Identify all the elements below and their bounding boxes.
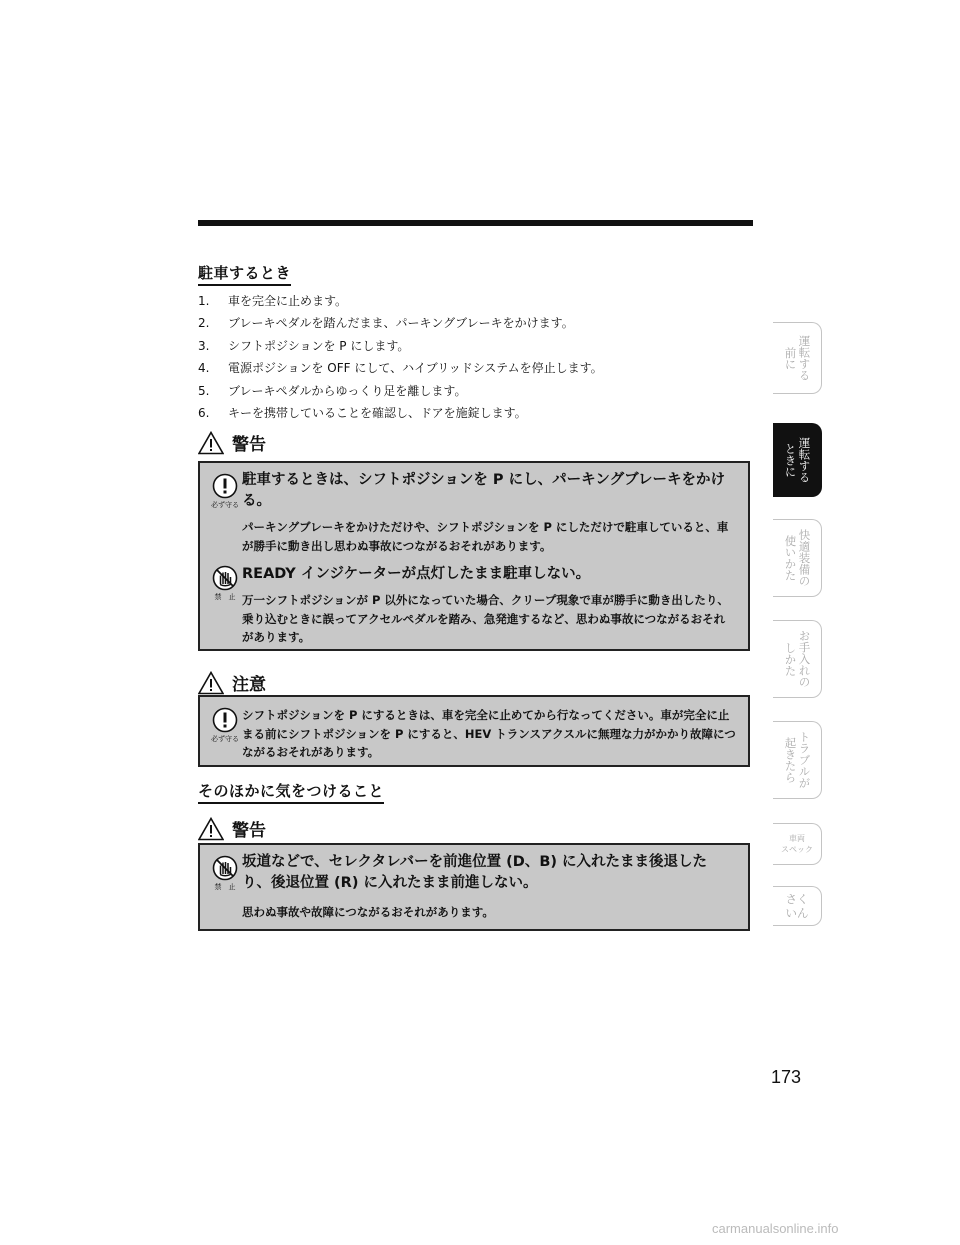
parking-steps-list	[198, 290, 758, 424]
section-title-other-notes: そのほかに気をつけること	[198, 780, 384, 804]
caution-triangle-icon	[198, 671, 224, 695]
side-tab-while-driving[interactable]: 運転する ときに	[773, 423, 822, 497]
prohibited-icon: 禁 止	[210, 855, 240, 892]
side-tab-before-driving[interactable]: 運転する 前に	[773, 322, 822, 394]
caution-box: 必ず守る シフトポジションを P にするときは、車を完全に止めてから行なってください。車が完全に止まる前にシフトポジションを P にすると、HEV トランスアクスルに無理な力がかかり故障につながるおそれがあります。	[198, 695, 750, 767]
warning-box: 必ず守る 駐車するときは、シフトポジションを P にし、パーキングブレーキをかける。 パーキングブレーキをかけただけや、シフトポジションを P にしただけで駐車していると、車が勝手に動き出し思わぬ事故につながるおそれがあります。 禁 止 READY インジケーターが点灯したまま駐車しない。 万一シフトポジションが P 以外になっていた場合、クリープ現象で車が勝手に動き出したり、乗り込むときに誤ってアクセルペダルを踏み、急発進するなど、思わぬ事故につながるおそれがあります。	[198, 461, 750, 651]
side-tab-vehicle-specs[interactable]: 車両 スペック	[773, 823, 822, 865]
list-item: 1. 車を完全に止めます。	[198, 294, 348, 308]
side-tab-maintenance[interactable]: お手入れの しかた	[773, 620, 822, 698]
prohibited-icon: 禁 止	[210, 565, 240, 602]
list-item: 5. ブレーキペダルからゆっくり足を離します。	[198, 383, 467, 398]
list-item: 3. シフトポジションを P にします。	[198, 338, 410, 353]
side-tab-index[interactable]: さく いん	[773, 886, 822, 926]
list-item: 4. 電源ポジションを OFF にして、ハイブリッドシステムを停止します。	[198, 361, 603, 376]
must-do-icon: 必ず守る	[210, 707, 240, 744]
warning-box: 禁 止 坂道などで、セレクタレバーを前進位置 (D、B) に入れたまま後退したり、後退位置 (R) に入れたまま前進しない。 思わぬ事故や故障につながるおそれがあります。	[198, 843, 750, 931]
warning-heading: 警告	[198, 430, 266, 455]
list-item: 2. ブレーキペダルを踏んだまま、パーキングブレーキをかけます。	[198, 316, 574, 331]
caution-heading: 注意	[198, 670, 266, 695]
side-tab-comfort-equipment[interactable]: 快適装備の 使いかた	[773, 519, 822, 597]
top-rule	[198, 220, 753, 226]
warning-triangle-icon	[198, 431, 224, 455]
list-item: 6. キーを携帯していることを確認し、ドアを施錠します。	[198, 405, 527, 420]
side-tab-troubleshooting[interactable]: トラブルが 起きたら	[773, 721, 822, 799]
page-number: 173	[771, 1067, 802, 1087]
warning-heading: 警告	[198, 816, 266, 841]
warning-triangle-icon	[198, 817, 224, 841]
must-do-icon: 必ず守る	[210, 473, 240, 510]
watermark: carmanualsonline.info	[712, 1221, 839, 1236]
section-title-parking: 駐車するとき	[198, 262, 291, 286]
